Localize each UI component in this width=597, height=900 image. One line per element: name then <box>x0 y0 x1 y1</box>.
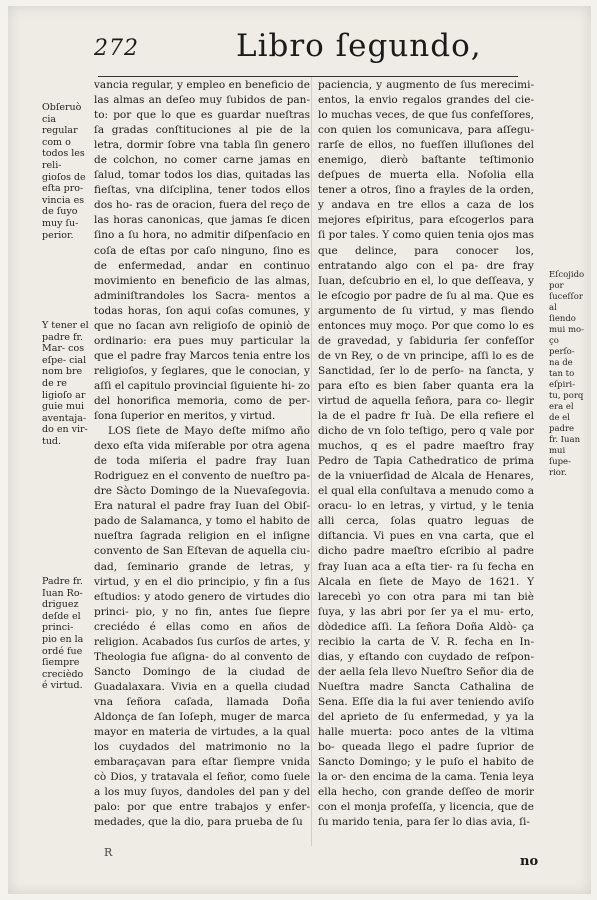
text-column-right <box>318 78 534 830</box>
paragraph: paciencia, y augmento de ſus merecimi- entos, la envio regalos grandes del cie- lo muchas veces, de que ſus confeſſores, con quien los comunicava, para aſſegu- rarſe de ellos, no fueſſen illuſiones del enemigo, dierò baſtante teſtimonio deſpues de muerta ella. Noſolia ella tener a otros, ſino a frayles de la orden, y andava en tre ellos a caza de los mejores eſpiritus, para eſcogerlos para ſi por tales. Y como quien tenia ojos mas que delince, para conocer los, entratando algo con el pa- dre fray Iuan, deſcubrio en el, lo que deſſeava, y le eſcogio por padre de ſu al ma. Que es argumento de ſu virtud, y mas ſiendo entonces muy moço. Por que como lo es de gravedad, y ſabiduria ſer confeſſor de vn Rey, o de vn principe, aſſi lo es de Sanctidad, ſer lo de perſo- na ſancta, y para eſto es bien ſaber quanta era la virtud de aquella ſeñora, para co- llegir la de el padre fr Iuà. De ella refiere el dicho de vn ſolo teſtigo, pero q vale por muchos, q es el padre maeſtro fray Pedro de Tapia Cathedratico de prima de la vniuerſidad de Alcala de Henares, el qual ella conſultava a menudo como a oracu- lo en letras, y virtud, y le tenia alli cerca, ſolas quatro leguas de diſtancia. Vi pues en vna carta, que el dicho padre maeſtro eſcribio al padre fray Iuan aca a eſta tier- ra ſu fecha en Alcala en ſiete de Mayo de 1621. Y larecebì yo con otra para mi tan biè ſuya, y las abri por ſer ya el mu- erto, dòdedice aſſi. La ſeñora Doña Aldò- ça recibio la carta de V. R. fecha en In- dias, y eſtando con cuydado de reſpon- der aella ſela llevo Nueſtro Señor dia de Nueſtra madre Sancta Cathalina de Sena. Eſſe dia la fui aver teniendo aviſo del aprieto de ſu enfermedad, y ya la halle muerta: poco antes de la vltima bo- queada llego el padre ſuprior de Sancto Domingo; y le puſo el habito de la or- den encima de la cama. Tenia leya ella hecho, con grande deſſeo de morir con el monja profeſſa, y licencia, que de ſu marido tenia, para ſer lo dias avia, ſi- <box>318 79 534 829</box>
column-divider <box>311 76 312 846</box>
running-title: Libro ſegundo, <box>236 28 482 64</box>
page-header <box>8 20 591 68</box>
page-number: 272 <box>94 36 139 61</box>
margin-note-text: Eſcojido por ſuceſſor al ſiendo mui mo- ço perſo- na de tan to eſpiri- tu, porq era el de el padre fr. Iuan mui ſupe- rior. <box>549 270 585 478</box>
margin-note-text: Padre fr. Iuan Ro- driguez deſde el princi- pio en la ordé fue ſiempre crecièdo é virtud. <box>42 576 84 692</box>
margin-note-left-1 <box>42 102 90 241</box>
book-page <box>8 6 591 894</box>
paragraph: LOS ſiete de Mayo deſte miſmo año dexo eſta vida miſerable por otra agena de toda miſeria el padre fray Iuan Rodriguez en el convento de nueſtro pa- dre Sàcto Domingo de la Nuevaſegovia. Era natural el padre fray Iuan del Obiſ- pado de Salamanca, y tomo el habito de nueſtra ſagrada religion en el inſigne convento de San Eſtevan de aquella ciu- dad, ſeminario grande de letras, y virtud, y en el dio principio, y fin a ſus eſtudios: y atodo genero de virtudes dio princi- pio, y no fin, antes ſue ſiepre creciédo é ellas como en años de religion. Acabados ſus curſos de artes, y Theologia fue aſigna- do al convento de Sancto Domingo de la ciudad de Guadalaxara. Vivia en a quella ciudad vna ſeñora caſada, llamada Doña Aldonça de ſan Ioſeph, muger de marca mayor en materia de virtudes, a la qual los cuydados del matrimonio no la embaraçavan para eſtar ſiempre vnida cò Dios, y tratavala el ſeñor, como ſuele a los muy ſuyos, dandoles del pan y del palo: por que entre trabajos y enfer- medades, que la dio, para prueba de ſu <box>94 425 310 829</box>
header-rule <box>98 76 518 77</box>
margin-note-left-3 <box>42 576 90 692</box>
margin-note-text: Obſeruò cia regular com o todos les reli- gioſos de eſta pro- vincia es de ſuyo muy ſu- perior. <box>42 102 86 241</box>
margin-note-left-2 <box>42 320 90 448</box>
catchword: no <box>520 854 539 869</box>
margin-note-text: Y tener el padre fr. Mar- cos eſpe- cial nom bre de re ligioſo ar guie mui aventaja- do en vir- tud. <box>42 320 89 447</box>
text-column-left <box>94 78 310 830</box>
signature-mark: R <box>104 846 113 859</box>
margin-note-right-1 <box>549 270 585 479</box>
paragraph: vancia regular, y empleo en beneficio de las almas an deſeo muy ſubidos de pan- to: por que lo que es guardar nueſtras ſa gradas conſtituciones al pie de la letra, dormir ſobre vna tabla ſin genero de colchon, no comer carne jamas en ſalud, tomar todos los dias, quitadas las fieſtas, vna diſciplina, tener todos ellos dos ho- ras de oracion, fuera del reço de las horas canonicas, que jamas ſe dicen ſino a ſu hora, no admitir diſpenſacio en coſa de eſtas por caſo ninguno, ſino es de enfermedad, andar en continuo movimiento en beneficio de las almas, adminiſtrandoles los Sacra- mentos a todas horas, ſon aqui coſas comunes, y que no ſacan avn religioſo de opiniò de ordinario: era pues muy particular la que el padre fray Marcos tenia entre los religioſos, y ſeglares, que le conocian, y aſſi el capitulo provincial ſiguiente hi- zo del honorifica memoria, como de per- ſona ſuperior en meritos, y virtud. <box>94 79 310 423</box>
